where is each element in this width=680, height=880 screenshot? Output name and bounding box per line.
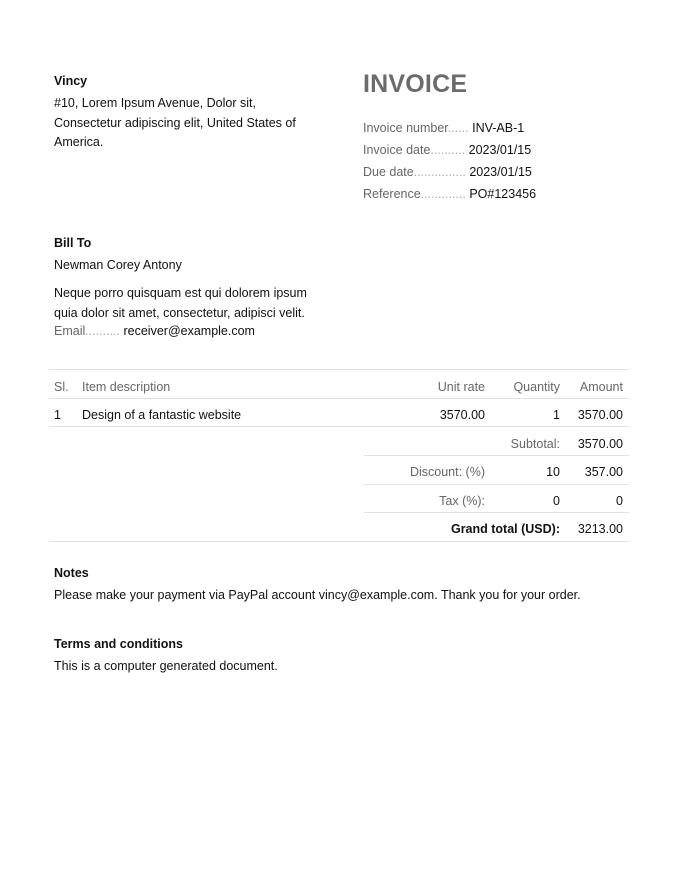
bill-to-heading: Bill To <box>54 236 92 250</box>
reference-value: PO#123456 <box>469 187 537 201</box>
grand-total-value: 3213.00 <box>577 522 623 536</box>
invoice-number-value: INV-AB-1 <box>472 121 525 135</box>
due-date-value: 2023/01/15 <box>469 165 532 179</box>
header-unit-rate: Unit rate <box>437 380 485 394</box>
invoice-number-label: Invoice number <box>363 121 448 135</box>
table-bottom-border <box>49 541 629 542</box>
seller-address: #10, Lorem Ipsum Avenue, Dolor sit, Consectetur adipiscing elit, United States of America. <box>54 96 296 149</box>
reference-label: Reference <box>363 187 421 201</box>
notes-heading: Notes <box>54 566 89 580</box>
email-label: Email <box>54 324 86 338</box>
discount-amount: 357.00 <box>584 465 623 479</box>
header-sl: Sl. <box>54 380 69 394</box>
row-unit-rate: 3570.00 <box>439 408 485 422</box>
bill-to-address: Neque porro quisquam est qui dolorem ipsum quia dolor sit amet, consectetur, adipisci velit. <box>54 286 307 320</box>
leader-dots: .......... <box>85 324 120 338</box>
header-item-description: Item description <box>82 380 171 394</box>
header-amount: Amount <box>579 380 623 394</box>
seller-name: Vincy <box>54 74 88 88</box>
row-quantity: 1 <box>553 408 560 422</box>
subtotal-label: Subtotal: <box>510 437 560 451</box>
row-description: Design of a fantastic website <box>82 408 242 422</box>
header-bottom-border <box>49 398 629 399</box>
terms-text: This is a computer generated document. <box>54 659 278 673</box>
leader-dots: ............. <box>420 187 466 201</box>
tax-label: Tax (%): <box>439 494 485 508</box>
table-top-border <box>49 369 629 370</box>
reference-row <box>363 187 536 201</box>
invoice-date-label: Invoice date <box>363 143 431 157</box>
bill-to-email-row <box>54 324 255 338</box>
discount-percent: 10 <box>546 465 560 479</box>
subtotal-border <box>364 455 629 456</box>
invoice-date-row <box>363 143 531 157</box>
due-date-label: Due date <box>363 165 414 179</box>
tax-border <box>364 512 629 513</box>
due-date-row <box>363 165 532 179</box>
grand-total-label: Grand total (USD): <box>450 522 560 536</box>
bill-to-name: Newman Corey Antony <box>54 258 182 272</box>
row-bottom-border <box>49 426 629 427</box>
leader-dots: ............... <box>413 165 466 179</box>
tax-percent: 0 <box>553 494 560 508</box>
header-quantity: Quantity <box>513 380 560 394</box>
invoice-title: INVOICE <box>363 70 468 98</box>
row-sl: 1 <box>54 408 61 422</box>
discount-border <box>364 484 629 485</box>
leader-dots: ...... <box>447 121 469 135</box>
notes-text: Please make your payment via PayPal account vincy@example.com. Thank you for your order. <box>54 588 581 602</box>
row-amount: 3570.00 <box>577 408 623 422</box>
invoice-date-value: 2023/01/15 <box>468 143 532 157</box>
tax-amount: 0 <box>616 494 623 508</box>
email-value: receiver@example.com <box>123 324 255 338</box>
discount-label: Discount: (%) <box>409 465 485 479</box>
leader-dots: .......... <box>430 143 466 157</box>
subtotal-value: 3570.00 <box>577 437 623 451</box>
invoice-number-row <box>363 121 524 135</box>
terms-heading: Terms and conditions <box>54 637 183 651</box>
